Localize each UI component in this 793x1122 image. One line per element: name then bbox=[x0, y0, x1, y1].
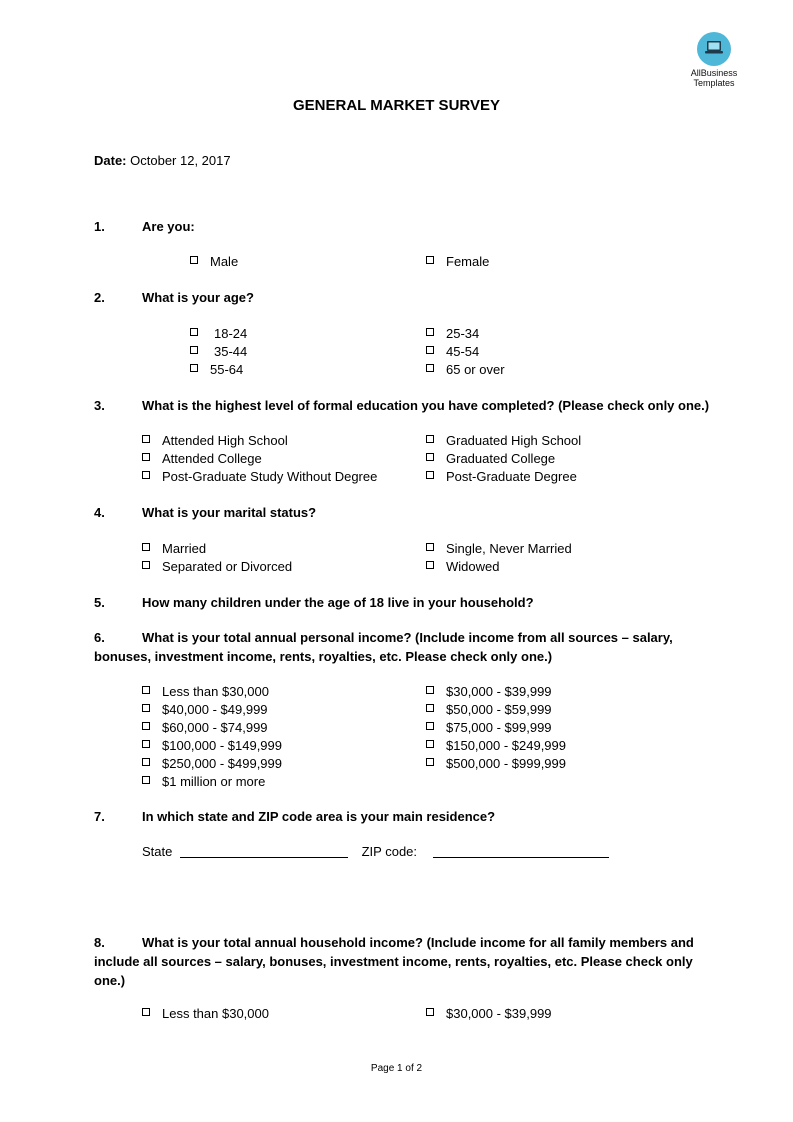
logo-line-2: Templates bbox=[693, 78, 735, 88]
question-text-line-1: What is your total annual household income? (Include income for all family members and bbox=[142, 935, 694, 950]
option-household-30k-39k[interactable] bbox=[426, 1005, 552, 1023]
option-label: 55-64 bbox=[210, 362, 244, 377]
checkbox[interactable] bbox=[426, 435, 434, 443]
question-7 bbox=[94, 807, 694, 826]
checkbox[interactable] bbox=[426, 722, 434, 730]
option-separated-divorced[interactable] bbox=[142, 558, 292, 576]
option-label: $30,000 - $39,999 bbox=[446, 1006, 552, 1021]
question-text: What is your marital status? bbox=[142, 505, 317, 520]
checkbox[interactable] bbox=[142, 776, 150, 784]
state-label: State bbox=[142, 844, 173, 859]
checkbox[interactable] bbox=[142, 543, 150, 551]
checkbox[interactable] bbox=[142, 740, 150, 748]
option-label: $30,000 - $39,999 bbox=[446, 684, 552, 699]
question-text: What is the highest level of formal education you have completed? (Please check only one.) bbox=[142, 398, 710, 413]
checkbox[interactable] bbox=[142, 561, 150, 569]
option-age-25-34[interactable] bbox=[426, 325, 479, 343]
question-8 bbox=[94, 933, 704, 990]
question-text-line-2: bonuses, investment income, rents, royalties, etc. Please check only one.) bbox=[94, 649, 553, 664]
checkbox[interactable] bbox=[142, 758, 150, 766]
option-income-250k-499k[interactable] bbox=[142, 755, 282, 773]
checkbox[interactable] bbox=[142, 453, 150, 461]
option-label: 18-24 bbox=[214, 326, 248, 341]
option-label: Female bbox=[446, 254, 490, 269]
option-label: Post-Graduate Degree bbox=[446, 469, 577, 484]
option-label: Less than $30,000 bbox=[162, 684, 269, 699]
option-label: 65 or over bbox=[446, 362, 505, 377]
option-post-grad-degree[interactable] bbox=[426, 468, 577, 486]
option-income-75k-99k[interactable] bbox=[426, 719, 552, 737]
question-number: 3. bbox=[94, 398, 105, 413]
question-1 bbox=[94, 217, 694, 236]
checkbox[interactable] bbox=[426, 543, 434, 551]
option-age-65-over[interactable] bbox=[426, 361, 505, 379]
checkbox[interactable] bbox=[190, 328, 198, 336]
checkbox[interactable] bbox=[426, 256, 434, 264]
option-label: Married bbox=[162, 541, 207, 556]
checkbox[interactable] bbox=[426, 453, 434, 461]
checkbox[interactable] bbox=[426, 364, 434, 372]
option-attended-high-school[interactable] bbox=[142, 432, 288, 450]
option-label: $100,000 - $149,999 bbox=[162, 738, 282, 753]
question-2 bbox=[94, 288, 694, 307]
date-label: Date: bbox=[94, 153, 127, 168]
option-married[interactable] bbox=[142, 540, 206, 558]
question-number: 7. bbox=[94, 809, 105, 824]
option-label: $40,000 - $49,999 bbox=[162, 702, 268, 717]
question-text: How many children under the age of 18 live in your household? bbox=[142, 595, 534, 610]
zip-input[interactable] bbox=[433, 845, 609, 858]
checkbox[interactable] bbox=[426, 740, 434, 748]
survey-date bbox=[94, 153, 231, 168]
checkbox[interactable] bbox=[426, 561, 434, 569]
question-number: 8. bbox=[94, 935, 105, 950]
checkbox[interactable] bbox=[426, 686, 434, 694]
state-input[interactable] bbox=[180, 845, 348, 858]
option-label: Graduated College bbox=[446, 451, 556, 466]
option-age-45-54[interactable] bbox=[426, 343, 479, 361]
option-label: 45-54 bbox=[446, 344, 480, 359]
option-graduated-college[interactable] bbox=[426, 450, 555, 468]
option-age-18-24[interactable] bbox=[190, 325, 247, 343]
question-number: 6. bbox=[94, 630, 105, 645]
option-label: $75,000 - $99,999 bbox=[446, 720, 552, 735]
checkbox[interactable] bbox=[142, 471, 150, 479]
option-label: $50,000 - $59,999 bbox=[446, 702, 552, 717]
checkbox[interactable] bbox=[190, 346, 198, 354]
question-text: In which state and ZIP code area is your main residence? bbox=[142, 809, 496, 824]
option-male[interactable] bbox=[190, 253, 238, 271]
brand-logo bbox=[684, 32, 744, 88]
question-4 bbox=[94, 503, 694, 522]
date-value: October 12, 2017 bbox=[130, 153, 231, 168]
option-income-500k-999k[interactable] bbox=[426, 755, 566, 773]
question-number: 2. bbox=[94, 290, 105, 305]
option-income-1m-plus[interactable] bbox=[142, 773, 265, 791]
checkbox[interactable] bbox=[426, 328, 434, 336]
option-label: Attended High School bbox=[162, 433, 288, 448]
checkbox[interactable] bbox=[142, 722, 150, 730]
option-label: Single, Never Married bbox=[446, 541, 572, 556]
logo-text bbox=[684, 68, 744, 88]
question-text: Are you: bbox=[142, 219, 195, 234]
option-widowed[interactable] bbox=[426, 558, 499, 576]
option-income-100k-149k[interactable] bbox=[142, 737, 282, 755]
checkbox[interactable] bbox=[142, 686, 150, 694]
question-number: 1. bbox=[94, 219, 105, 234]
question-text: What is your age? bbox=[142, 290, 254, 305]
option-age-35-44[interactable] bbox=[190, 343, 247, 361]
question-text-line-2: include all sources – salary, bonuses, investment income, rents, royalties, etc. Please check only bbox=[94, 954, 693, 969]
option-household-lt-30k[interactable] bbox=[142, 1005, 269, 1023]
checkbox[interactable] bbox=[142, 1008, 150, 1016]
option-label: Widowed bbox=[446, 559, 500, 574]
option-label: Separated or Divorced bbox=[162, 559, 293, 574]
option-female[interactable] bbox=[426, 253, 489, 271]
checkbox[interactable] bbox=[426, 758, 434, 766]
option-income-60k-74k[interactable] bbox=[142, 719, 268, 737]
option-age-55-64[interactable] bbox=[190, 361, 243, 379]
option-label: $150,000 - $249,999 bbox=[446, 738, 566, 753]
zip-label: ZIP code: bbox=[361, 844, 418, 859]
checkbox[interactable] bbox=[426, 346, 434, 354]
option-income-30k-39k[interactable] bbox=[426, 683, 552, 701]
option-income-40k-49k[interactable] bbox=[142, 701, 268, 719]
laptop-icon bbox=[697, 32, 731, 66]
checkbox[interactable] bbox=[142, 435, 150, 443]
checkbox[interactable] bbox=[426, 471, 434, 479]
option-income-150k-249k[interactable] bbox=[426, 737, 566, 755]
page-number: Page 1 of 2 bbox=[370, 1063, 423, 1074]
checkbox[interactable] bbox=[426, 1008, 434, 1016]
option-label: 25-34 bbox=[446, 326, 480, 341]
option-label: $500,000 - $999,999 bbox=[446, 756, 566, 771]
option-single[interactable] bbox=[426, 540, 572, 558]
option-label: Less than $30,000 bbox=[162, 1006, 269, 1021]
option-label: $60,000 - $74,999 bbox=[162, 720, 268, 735]
option-label: Attended College bbox=[162, 451, 262, 466]
option-label: Post-Graduate Study Without Degree bbox=[162, 469, 378, 484]
question-5 bbox=[94, 593, 694, 612]
page-title: GENERAL MARKET SURVEY bbox=[293, 97, 500, 114]
option-label: 35-44 bbox=[214, 344, 248, 359]
option-post-grad-study[interactable] bbox=[142, 468, 377, 486]
question-6 bbox=[94, 628, 704, 666]
option-label: Graduated High School bbox=[446, 433, 582, 448]
question-number: 4. bbox=[94, 505, 105, 520]
checkbox[interactable] bbox=[190, 256, 198, 264]
question-text-line-3: one.) bbox=[94, 973, 126, 988]
option-label: $1 million or more bbox=[162, 774, 266, 789]
option-label: Male bbox=[210, 254, 239, 269]
checkbox[interactable] bbox=[142, 704, 150, 712]
option-attended-college[interactable] bbox=[142, 450, 262, 468]
option-graduated-high-school[interactable] bbox=[426, 432, 581, 450]
logo-line-1: AllBusiness bbox=[690, 68, 738, 78]
checkbox[interactable] bbox=[426, 704, 434, 712]
option-income-lt-30k[interactable] bbox=[142, 683, 269, 701]
residence-fields bbox=[142, 844, 609, 859]
option-label: $250,000 - $499,999 bbox=[162, 756, 282, 771]
question-number: 5. bbox=[94, 595, 105, 610]
option-income-50k-59k[interactable] bbox=[426, 701, 552, 719]
checkbox[interactable] bbox=[190, 364, 198, 372]
question-text-line-1: What is your total annual personal income? (Include income from all sources – salary, bbox=[142, 630, 673, 645]
question-3 bbox=[94, 396, 734, 415]
